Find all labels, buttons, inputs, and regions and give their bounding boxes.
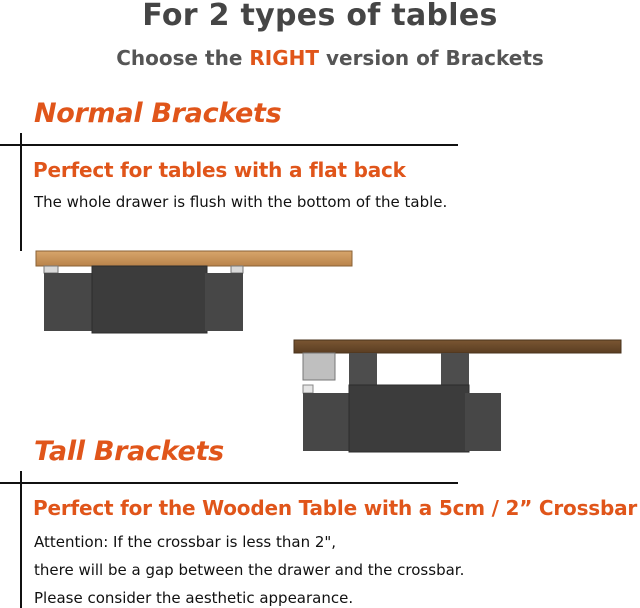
drawer-front — [92, 266, 207, 333]
tall-section-bar — [20, 471, 22, 608]
subtitle-suffix: version of Brackets — [319, 46, 544, 70]
tall-bracket-clip — [303, 385, 313, 393]
tall-drawer-front — [349, 385, 469, 452]
tall-note-line-2: there will be a gap between the drawer and the crossbar. — [34, 561, 465, 579]
drawer-right-panel — [205, 273, 243, 331]
page-title: For 2 types of tables — [142, 0, 498, 33]
tall-bracket-left — [303, 353, 335, 380]
crossbar-tabletop — [294, 340, 621, 353]
tall-note-line-3: Please consider the aesthetic appearance. — [34, 589, 354, 607]
normal-brackets-heading: Normal Brackets — [34, 98, 282, 129]
normal-brackets-subheading: Perfect for tables with a flat back — [33, 158, 406, 182]
tall-note-line-1: Attention: If the crossbar is less than 2", — [34, 533, 337, 551]
flat-tabletop — [36, 251, 352, 266]
drawer-left-panel — [44, 273, 94, 331]
tall-brackets-heading: Tall Brackets — [34, 436, 224, 467]
tall-drawer-right-panel — [465, 393, 501, 451]
normal-brackets-description: The whole drawer is flush with the bottom of the table. — [34, 193, 448, 211]
tall-drawer-left-panel — [303, 393, 353, 451]
subtitle-accent: RIGHT — [249, 46, 319, 70]
normal-table-illustration — [36, 251, 352, 333]
tall-brackets-subheading: Perfect for the Wooden Table with a 5cm / 2” Crossbar — [33, 496, 638, 520]
normal-bracket-left — [44, 266, 58, 273]
tall-table-illustration — [294, 340, 621, 452]
normal-bracket-right — [231, 266, 243, 273]
tall-section-rule — [0, 482, 458, 484]
subtitle-prefix: Choose the — [116, 46, 250, 70]
